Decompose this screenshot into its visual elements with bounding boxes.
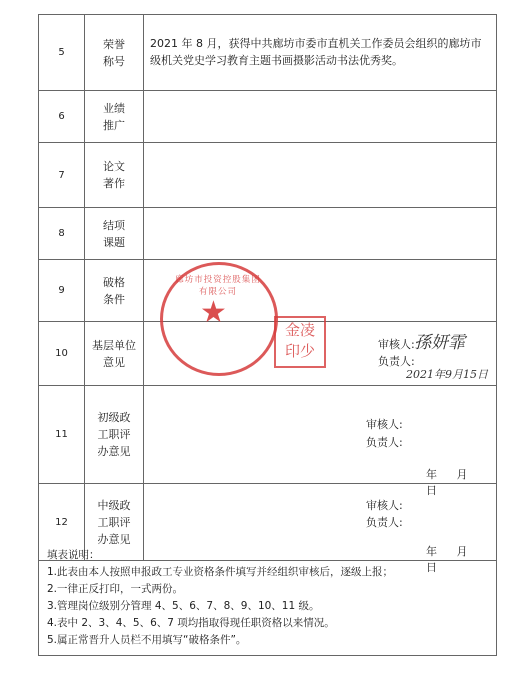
- note-item: 4.表中 2、3、4、5、6、7 项均指取得现任职资格以来情况。: [47, 617, 335, 629]
- row-number: 5: [39, 15, 85, 90]
- row-number: 11: [39, 386, 85, 483]
- row-label: 基层单位 意见: [85, 322, 144, 385]
- reviewer-label: 审核人:: [366, 499, 403, 512]
- notes-title: 填表说明：: [47, 549, 100, 561]
- table-row: [39, 208, 496, 260]
- row-number: 9: [39, 260, 85, 321]
- row-label: 中级政 工职评 办意见: [85, 484, 144, 560]
- company-seal: [160, 262, 278, 376]
- responsible-label: 负责人:: [366, 516, 403, 529]
- note-item: 2.一律正反打印，一式两份。: [47, 583, 184, 595]
- row-number: 10: [39, 322, 85, 385]
- responsible-label: 负责人:: [366, 436, 403, 449]
- reviewer-signature: 孫妍霏: [414, 333, 465, 353]
- row-number: 7: [39, 143, 85, 207]
- note-item: 1.此表由本人按照申报政工专业资格条件填写并经组织审核后，逐级上报；: [47, 566, 394, 578]
- note-item: 3.管理岗位级别分管理 4、5、6、7、8、9、10、11 级。: [47, 600, 320, 612]
- date-placeholder: 年 月 日: [426, 468, 476, 497]
- row-content: [144, 143, 496, 207]
- row-label: 结项 课题: [85, 208, 144, 259]
- form-notes: [47, 547, 487, 649]
- seal-square-text: 金凌印少: [284, 321, 315, 360]
- seal-text: 廊坊市投资控股集团有限公司: [175, 275, 261, 297]
- reviewer-label: 审核人:: [378, 338, 415, 351]
- row-label: 荣誉 称号: [85, 15, 144, 90]
- row-label: 初级政 工职评 办意见: [85, 386, 144, 483]
- table-row: [39, 91, 496, 143]
- row-number: 12: [39, 484, 85, 560]
- reviewer-label: 审核人:: [366, 418, 403, 431]
- table-row: [39, 143, 496, 208]
- note-item: 5.属正常晋升人员栏不用填写“破格条件”。: [47, 634, 247, 646]
- honor-text: 2021 年 8 月，获得中共廊坊市委市直机关工作委员会组织的廊坊市级机关党史学习教育主题书画摄影活动书法优秀奖。: [150, 37, 482, 67]
- row-number: 6: [39, 91, 85, 142]
- row-content: [144, 15, 496, 90]
- row-label: 论文 著作: [85, 143, 144, 207]
- handwritten-date: 2021年9月15日: [406, 368, 488, 381]
- row-content: [144, 386, 496, 497]
- row-content: [144, 91, 496, 142]
- row-number: 8: [39, 208, 85, 259]
- table-row: [39, 386, 496, 497]
- table-row: [39, 15, 496, 91]
- responsible-label: 负责人:: [378, 355, 415, 368]
- row-label: 业绩 推广: [85, 91, 144, 142]
- star-icon: ★: [200, 295, 227, 330]
- row-content: [144, 208, 496, 259]
- date-placeholder: 年 月 日: [426, 545, 476, 574]
- personal-seal: [274, 316, 326, 368]
- row-label: 破格 条件: [85, 260, 144, 321]
